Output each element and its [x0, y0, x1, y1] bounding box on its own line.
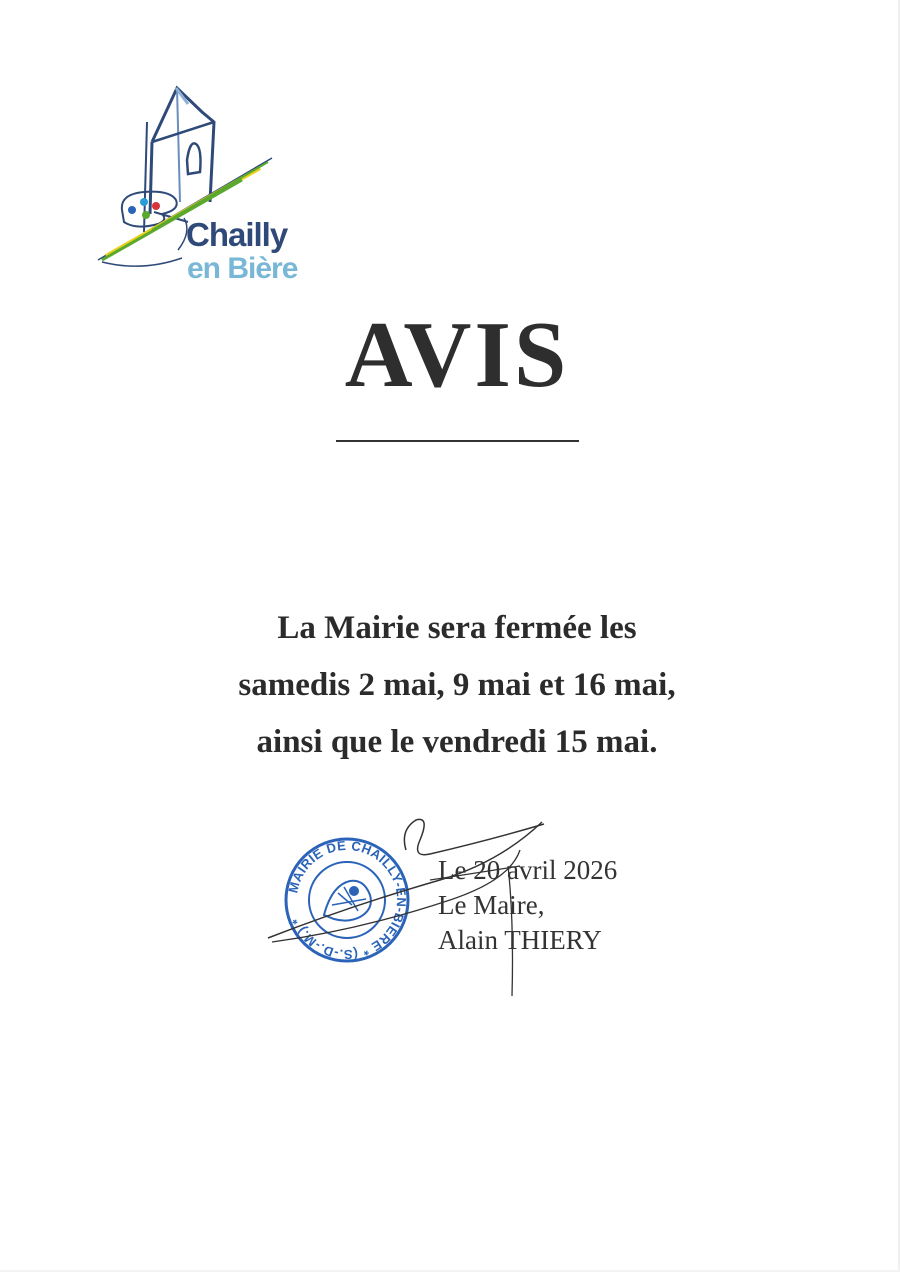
stamp-text: MAIRIE DE CHAILLY-EN-BIÈRE * (S.-D.-M.) *: [285, 837, 410, 963]
town-logo: [92, 82, 322, 292]
signatory-role: Le Maire,: [438, 890, 545, 920]
notice-line-1: La Mairie sera fermée les: [277, 610, 637, 646]
mairie-stamp: [282, 835, 412, 965]
notice-date: Le 20 avril 2026: [438, 855, 618, 885]
notice-body: [0, 608, 900, 779]
notice-line-2: samedis 2 mai, 9 mai et 16 mai,: [238, 667, 676, 703]
svg-text:MAIRIE DE CHAILLY-EN-BIÈRE * (: [285, 838, 409, 962]
signatory-name: Alain THIERY: [438, 925, 602, 955]
logo-text-line1: Chailly: [186, 216, 288, 253]
logo-text-line2: en Bière: [187, 252, 298, 285]
notice-title: AVIS: [344, 303, 570, 407]
notice-line-3: ainsi que le vendredi 15 mai.: [256, 724, 658, 760]
title-underline: [336, 440, 579, 442]
signature-block: [438, 853, 617, 958]
